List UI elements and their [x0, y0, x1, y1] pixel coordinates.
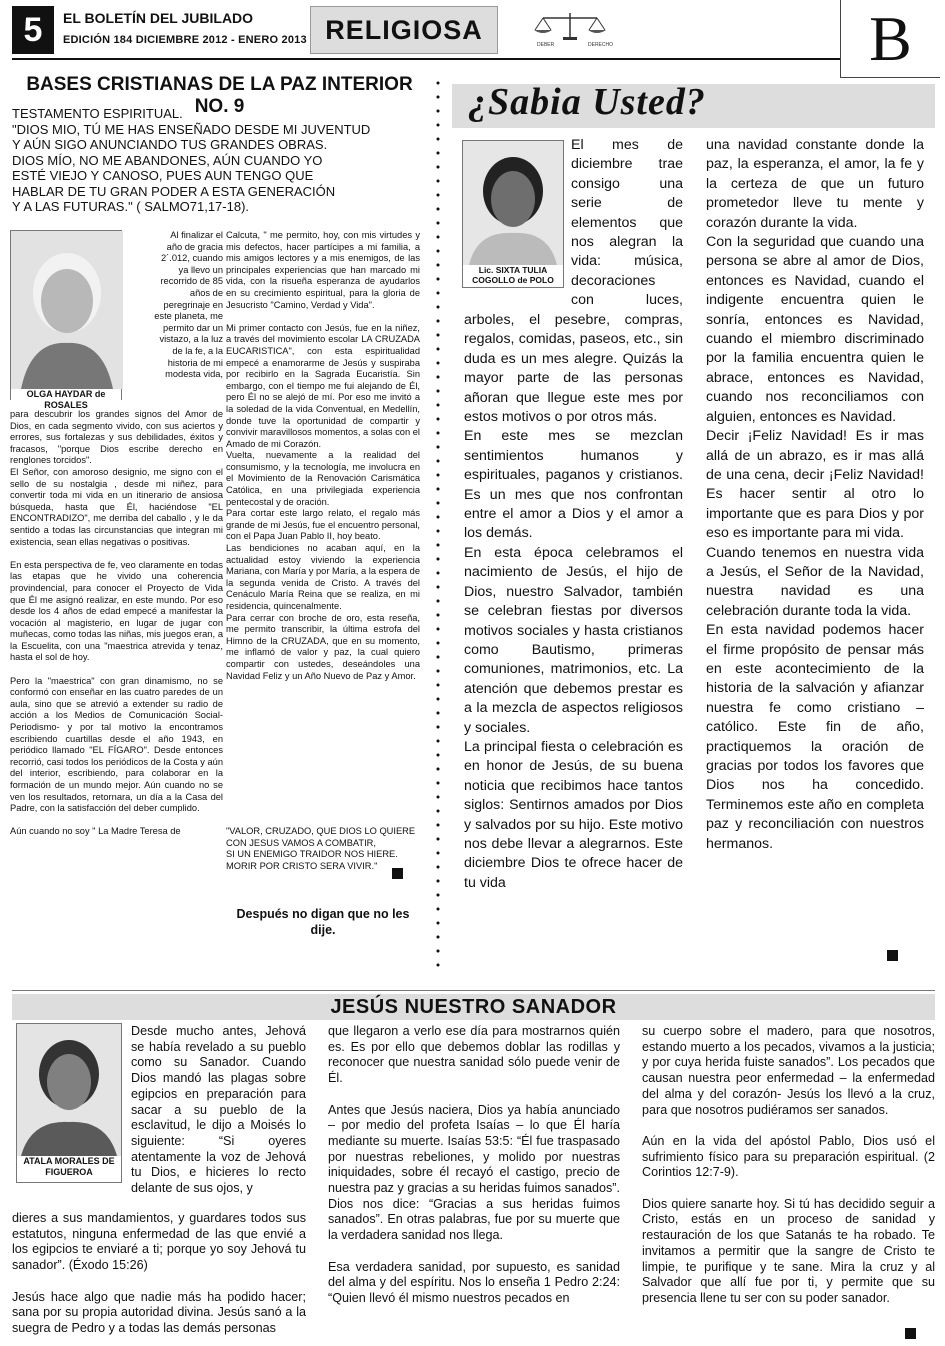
- article1-closing: Después no digan que no les dije.: [236, 907, 410, 937]
- section-title: RELIGIOSA: [310, 6, 498, 54]
- scales-logo: [525, 10, 615, 48]
- article3-photo-caption: ATALA MORALES DE FIGUEROA: [17, 1156, 121, 1178]
- page-number: 5: [12, 6, 54, 54]
- article1-photo-caption: OLGA HAYDAR de ROSALES: [11, 389, 121, 411]
- portrait-icon: [463, 141, 563, 265]
- article1-col1-side: Al finalizar el año de gracia 2´.012, cuando ya llevo un recorrido de 85 años de peregrinaje en este planeta, me permito dar un vistazo, a la luz de la fe, a la historia de mi modesta vida,: [154, 230, 223, 380]
- article1-col1-body: para descubrir los grandes signos del Amor de Dios, en cada segmento vivido, con sus aciertos y errores, sus fortalezas y sus debilidades, éxitos y fracasos, "porque Dios escribe derecho en renglones torcidos". El Señor, con amoroso designio, me signo con el sello de su nostalgia , desde mi niñez, para convertir toda mi vida en un itinerario de ansiosa búsqueda, hasta que Él, haciéndose "EL ENCONTRADIZO", me derriba del caballo , y le da sentido a todas las circunstancias que integran mi existencia, sean ellas negativas o positivas. En esta perspectiva de fe, veo claramente en todas las etapas que he vivido una coherencia provindencial, para conocer el Proyecto de Vida que Él me asignó realizar, en este mundo. Por eso desde los 4 años de edad empecé a manifestar la vocación al magisterio, en lugar de jugar con muñecas, como todas las niñas, mis juegos eran, a la Escuelita, con una "maestrica atrevida y tenaz, hasta el sol de hoy. Pero la "maestrica" con gran dinamismo, no se conformó con enseñar en las cuatro paredes de un aula, sino que se atrevió a extender su radio de acción a los Medios de Comunicación Social- Periodismo- y por tal motivo la encontramos escribiendo cuartillas desde el año 1943, en periódico llamado "EL FÍGARO". Desde entonces recorrió, casi todos los periódicos de la Costa y aún del interior, escribiendo, para colaborar en la formación de un mundo mejor. Aún cuando no se ven los resultados, retornara, un día a la Casa del Padre, con la satisfacción del deber cumplido. Aún cuando no soy " La Madre Teresa de: [10, 409, 223, 837]
- article2-col1-side: El mes de diciembre trae consigo una serie de elementos que nos alegran la vida: música, decoraciones con luces,: [571, 137, 683, 309]
- edition-info: EDICIÓN 184 DICIEMBRE 2012 - ENERO 2013: [63, 34, 307, 46]
- header-rule: [12, 58, 840, 60]
- article1-intro: TESTAMENTO ESPIRITUAL. "DIOS MIO, TÚ ME HAS ENSEÑADO DESDE MI JUVENTUD Y AÚN SIGO ANUNCIANDO TUS GRANDES OBRAS. DIOS MÍO, NO ME ABANDONES, AÚN CUANDO YO ESTÉ VIEJO Y CANOSO, PUES AUN TENGO QUE HABLAR DE TU GRAN PODER A ESTA GENERACIÓN Y A LAS FUTURAS." ( SALMO71,17-18).: [12, 106, 371, 214]
- article3-photo: [16, 1023, 122, 1183]
- end-square-icon: [905, 1328, 916, 1339]
- article3-col2-body: que llegaron a verlo ese día para mostrarnos quién es. Es por ello que debemos doblar las rodillas y reconocer que nuestra sanidad sólo puede venir de Él. Antes que Jesús naciera, Dios ya había anunciado – por medio del profeta Isaías – lo que Él haría mediante su muerte. Isaías 53:5: “Él fue traspasado por nuestras rebeliones, y molido por nuestras iniquidades, sobre él recayó el castigo, precio de nuestra paz y gracias a su heridas fuimos sanados”. Dios nos dice: “Gracias a sus heridas fuimos sanados”. En otras palabras, fue por su muerte que la verdadera sanidad nos llega. Esa verdadera sanidad, por supuesto, es sanidad del alma y del espíritu. Nos lo enseña 1 Pedro 2:24: “Quien llevó él mismo nuestros pecados en: [328, 1024, 620, 1305]
- section-letter: B: [840, 0, 940, 78]
- end-square-icon: [887, 950, 898, 961]
- article2-photo: [462, 140, 564, 288]
- article1-hymn: "VALOR, CRUZADO, QUE DIOS LO QUIERE CON JESUS VAMOS A COMBATIR, SI UN ENEMIGO TRAIDOR NOS HIERE. MORIR POR CRISTO SERA VIVIR.": [226, 826, 416, 871]
- article1-title: BASES CRISTIANAS DE LA PAZ INTERIOR NO. 9: [26, 74, 413, 117]
- article2-photo-caption: Lic. SIXTA TULIA COGOLLO de POLO: [463, 265, 563, 285]
- end-square-icon: [392, 868, 403, 879]
- newspaper-name: EL BOLETÍN DEL JUBILADO: [63, 10, 254, 26]
- logo-right-label: DERECHO: [588, 42, 614, 48]
- scales-icon: [525, 10, 615, 48]
- portrait-icon: [17, 1024, 121, 1156]
- article2-col1-body: arboles, el pesebre, compras, regalos, comidas, paseos, etc., sin duda es un mes alegre. Quizás la mayor parte de las personas añoran que llegue este mes por estos motivos o por otros más. En este mes se mezclan sentimientos humanos y espirituales, paganos y cristianos. Es un mes que nos confrontan entre el amor a Dios y el amor a los demás. En esta época celebramos el nacimiento de Jesús, el hijo de Dios, nuestro Salvador, también se celebran fiestas por diversos motivos sociales y hasta cristianos como Bautismo, primeras comuniones, matrimonios, etc. La atención que debemos prestar es a la mezcla de aspectos religiosos y sociales. La principal fiesta o celebración es en honor de Jesús, de su buena noticia que recibimos hace tantos siglos: Sentirnos amados por Dios y salvados por su hijo. Este motivo nos debe llevar a alegrarnos. Este diciembre Dios te ofrece hacer de tu vida: [464, 312, 683, 891]
- section-separator: [12, 990, 935, 991]
- article2-col2-body: una navidad constante donde la paz, la esperanza, el amor, la fe y la certeza de que un futuro prometedor lleve tu mente y corazón durante la vida. Con la seguridad que cuando una persona se abre al amor de Dios, entonces es Navidad, cuando el indigente encuentra quien le sonría, entonces es Navidad, cuando el miembro discriminado por la familia encuentra quien le abrace, entonces es Navidad, cuando nos reconciliamos con alguien, entonces es Navidad. Decir ¡Feliz Navidad! Es ir mas allá de un abrazo, es ir mas allá de una cena, decir ¡Feliz Navidad! Es hacer sentir al otro lo importante que es para Dios y por eso es importante para mi vida. Cuando tenemos en nuestra vida a Jesús, el Señor de la Navidad, nuestra navidad es una celebración durante toda la vida. En esta navidad podemos hacer el firme propósito de pensar más en este acontecimiento de la historia de la salvación y afianzar nuestra fe como cristiano – católico. Este fin de año, practiquemos la oración de gracias por todos los favores que Dios nos ha concedido. Terminemos este año en completa paz y reconciliación con nuestros hermanos.: [706, 137, 924, 852]
- article2-title: ¿Sabia Usted?: [468, 81, 706, 123]
- article3-col1-side: Desde mucho antes, Jehová se había revelado a su pueblo como su Sanador. Cuando Dios mandó las plagas sobre egipcios en preparación para sacar a su pueblo de la esclavitud, le dijo a Moisés lo siguiente: “Si oyeres atentamente la voz de Jehová tu Dios, e hicieres lo recto delante de sus ojos, y: [131, 1024, 306, 1196]
- article3-col3-body: su cuerpo sobre el madero, para que nosotros, estando muerto a los pecados, vivamos a la justicia; y por cuya herida fuiste sanados”. Los pecados que causan nuestra peor enfermedad – la enfermedad del alma y del corazón- Jesús los llevó a la cruz, para que nosotros pudiéramos ser sanados. Aún en la vida del apóstol Pablo, Dios usó el sufrimiento físico para su preparación espiritual. (2 Corintios 12:7-9). Dios quiere sanarte hoy. Si tú has decidido seguir a Cristo, estás en un proceso de sanidad y restauración de los que Satanás te ha robado. Te invitamos a permitir que la sangre de Cristo te limpie, te purifique y te sane. Mira la cruz y al Salvador que allí fue por ti, y permite que su presencia llene tu ser con su poder sanador.: [642, 1024, 935, 1305]
- article3-col1-body: dieres a sus mandamientos, y guardares todos sus estatutos, ninguna enfermedad de las que envié a los egipcios te enviaré a ti; porque yo soy Jehová tu sanador”. (Éxodo 15:26) Jesús hace algo que nadie más ha podido hacer; sana por su propia autoridad divina. Jesús sanó a la suegra de Pedro y a todas las demás personas: [12, 1211, 306, 1335]
- logo-left-label: DEBER: [537, 42, 555, 48]
- article3-title: JESÚS NUESTRO SANADOR: [330, 996, 617, 1018]
- article1-photo: [10, 230, 122, 410]
- portrait-icon: [11, 231, 123, 389]
- column-divider-dots: [436, 76, 440, 976]
- article1-col2-body: Calcuta, " me permito, hoy, con mis virtudes y mis defectos, hacer partícipes a mi familia, a mis amigos lectores y a mis enemigos, de las principales experiencias que han marcado mi vida, con la risueña esperanza de ayudarlos en su crecimiento espiritual, para la gloria de Jesucristo "Camino, Verdad y Vida". Mi primer contacto con Jesús, fue en la niñez, a través del movimiento escolar LA CRUZADA EUCARISTICA", con esta espiritualidad empecé a enamorarme de Jesús y suspiraba por recibirlo en la Sagrada Eucaristía. Sin embargo, con el tiempo me fui alejando de Él, pero Él no se alejó de mí. Por eso me invitó a la soledad de la vida Conventual, en Medellín, donde tuve la oportunidad de compartir y convivir maravillosos momentos, a solas con el Amado de mi Corazón. Vuelta, nuevamente a la realidad del consumismo, y la tecnología, me involucra en el Movimiento de la Renovación Carismática Católica, en una privilegiada experiencia pentecostal y de oración. Para cortar este largo relato, el regalo más grande de mi Jesús, fue el encuentro personal, con el Papa Juan Pablo II, hoy beato. Las bendiciones no acaban aquí, en la actualidad estoy viviendo la experiencia Mariana, con María y por María, a la espera de la segunda venida de Cristo. A través del Cenáculo María Reina que se realiza, en mi residencia, quincenalmente. Para cerrar con broche de oro, esta reseña, me permito transcribir, la última estrofa del Himno de la CRUZADA, que en su momento, me inflamó de valor y paz, la cual quiero compartir con ustedes, deseándoles una Navidad Feliz y un Año Nuevo de Paz y Amor.: [226, 230, 420, 681]
